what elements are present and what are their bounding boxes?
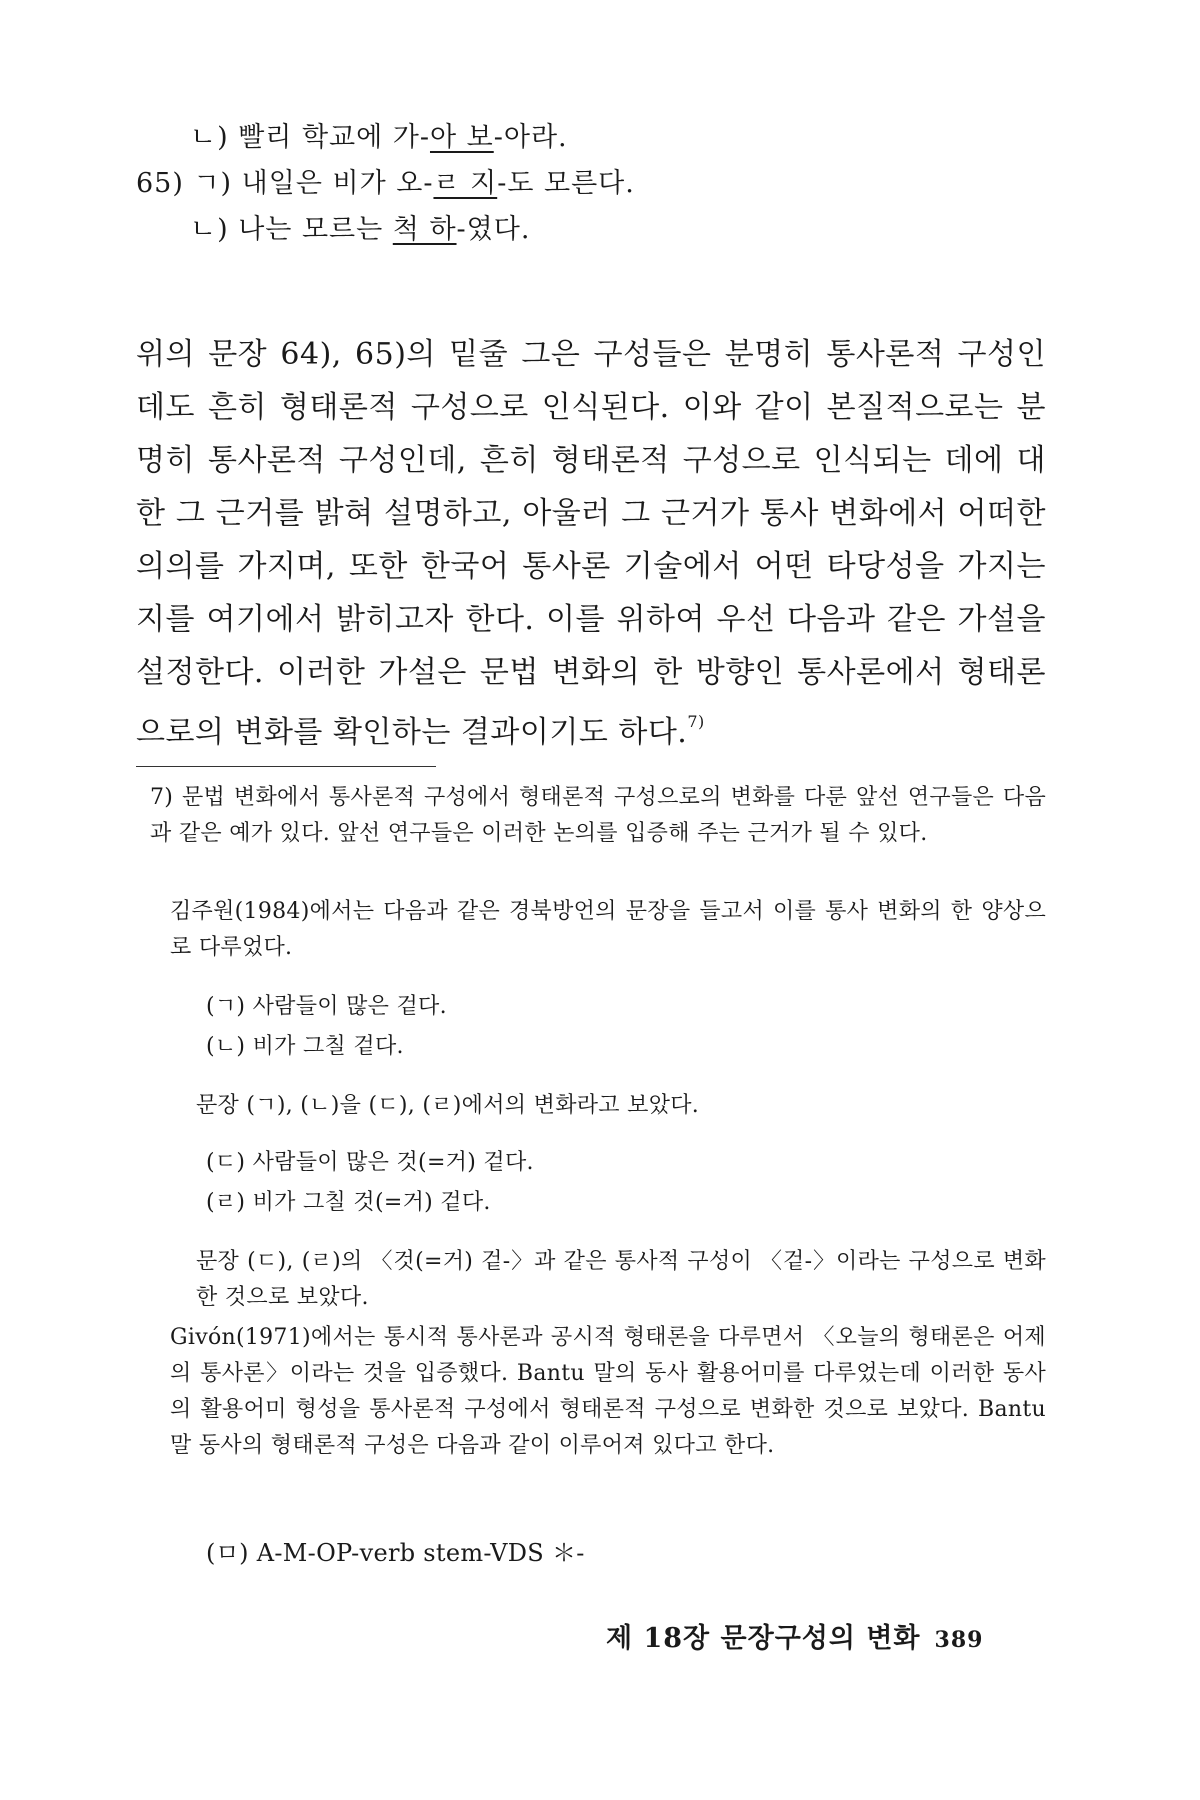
footnote-example: (ㄴ) 비가 그칠 겉다. xyxy=(206,1034,404,1059)
example-marker: ㄴ) xyxy=(190,214,239,245)
underlined-construction: ㄹ 지 xyxy=(433,168,498,199)
underlined-construction: 척 하 xyxy=(392,214,457,245)
body-paragraph-text: 위의 문장 64), 65)의 밑줄 그은 구성들은 분명히 통사론적 구성인데도 흔히 형태론적 구성으로 인식된다. 이와 같이 본질적으로는 분명히 통사론적 구성인데, 흔히 형태론적 구성으로 인식되는 데에 대한 그 근거를 밝혀 설명하고, 아울러 그 근거가 통사 변화에서 어떠한 의의를 가지며, 또한 한국어 통사론 기술에서 어떤 타당성을 가지는지를 여기에서 밝히고자 한다. 이를 위하여 우선 다음과 같은 가설을 설정한다. 이러한 가설은 문법 변화의 한 방향인 통사론에서 형태론으로의 변화를 확인하는 결과이기도 하다. xyxy=(136,337,1046,750)
underlined-construction: 아 보 xyxy=(429,122,494,153)
footnote-example: (ㅁ) A-M-OP-verb stem-VDS ＊- xyxy=(206,1539,585,1567)
running-footer xyxy=(606,1616,983,1655)
example-65-b xyxy=(190,210,530,250)
footnote-example: (ㄱ) 사람들이 많은 겉다. xyxy=(206,994,447,1019)
footnote-example: (ㄷ) 사람들이 많은 것(=거) 겉다. xyxy=(206,1150,534,1175)
page-number: 389 xyxy=(934,1627,984,1653)
example-text: 빨리 학교에 가- xyxy=(238,122,430,153)
footnote-reference: 7) xyxy=(687,712,705,731)
example-text: 나는 모르는 xyxy=(238,214,393,245)
chapter-title: 제 18장 문장구성의 변화 xyxy=(606,1623,921,1654)
footnote-paragraph: 김주원(1984)에서는 다음과 같은 경북방언의 문장을 들고서 이를 통사 변화의 한 양상으로 다루었다. xyxy=(170,899,1046,960)
example-marker: 65) ㄱ) xyxy=(136,168,242,199)
footnote-paragraph: 문장 (ㄱ), (ㄴ)을 (ㄷ), (ㄹ)에서의 변화라고 보았다. xyxy=(196,1093,700,1118)
footnote-paragraph: 문장 (ㄷ), (ㄹ)의 〈것(=거) 겉-〉과 같은 통사적 구성이 〈겉-〉이라는 구성으로 변화한 것으로 보았다. xyxy=(196,1249,1046,1310)
body-paragraph xyxy=(136,328,1046,759)
example-text: 내일은 비가 오- xyxy=(241,168,434,199)
footnote-divider xyxy=(136,766,436,767)
footnote-example: (ㄹ) 비가 그칠 것(=거) 겉다. xyxy=(206,1190,491,1215)
example-text: -였다. xyxy=(456,214,531,245)
example-marker: ㄴ) xyxy=(190,122,239,153)
example-text: -도 모른다. xyxy=(497,168,635,199)
example-text: -아라. xyxy=(493,122,568,153)
footnote-paragraph: 7) 문법 변화에서 통사론적 구성에서 형태론적 구성으로의 변화를 다룬 앞선 연구들은 다음과 같은 예가 있다. 앞선 연구들은 이러한 논의를 입증해 주는 근거가 될 수 있다. xyxy=(150,785,1046,846)
example-64-b xyxy=(190,118,568,158)
example-65-a xyxy=(136,164,635,204)
footnote-paragraph: Givón(1971)에서는 통시적 통사론과 공시적 형태론을 다루면서 〈오늘의 형태론은 어제의 통사론〉이라는 것을 입증했다. Bantu 말의 동사 활용어미를 다루었는데 이러한 동사의 활용어미 형성을 통사론적 구성에서 형태론적 구성으로 변화한 것으로 보았다. Bantu 말 동사의 형태론적 구성은 다음과 같이 이루어져 있다고 한다. xyxy=(170,1325,1046,1458)
